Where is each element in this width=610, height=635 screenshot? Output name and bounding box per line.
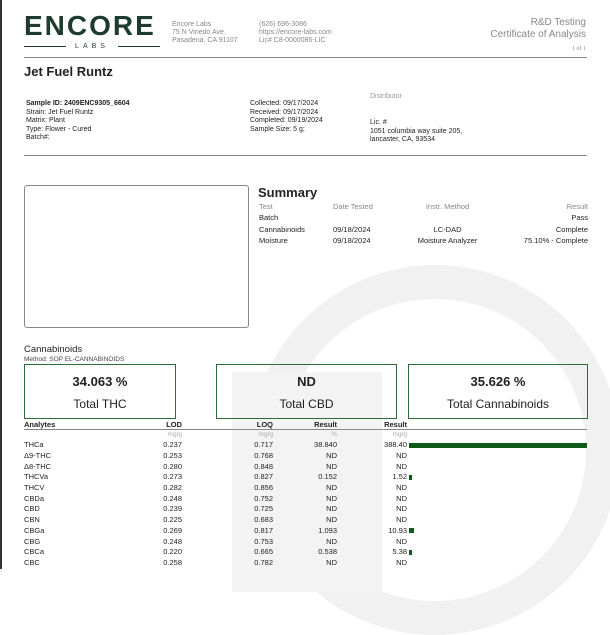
summary-title: Summary: [258, 185, 318, 200]
table-cell: ND: [396, 515, 407, 525]
table-cell: CBDa: [24, 493, 45, 503]
col-bar: [407, 419, 587, 430]
page-title: Jet Fuel Runtz: [24, 64, 113, 79]
table-cell: 0.225: [163, 515, 182, 525]
table-cell: CBG: [24, 536, 41, 546]
table-row: [24, 472, 587, 483]
summary-cell: Cannabinoids: [259, 224, 305, 234]
received: Received: 09/17/2024: [250, 108, 319, 116]
bar-cell: [407, 504, 587, 515]
summary-row: [259, 225, 588, 237]
table-cell: ND: [326, 451, 337, 461]
method: Method: SOP EL-CANNABINOIDS: [24, 356, 125, 363]
table-row: [24, 547, 587, 558]
table-row: [24, 440, 587, 451]
sample-info: [26, 100, 130, 143]
table-cell: Δ9-THC: [24, 451, 52, 461]
table-cell: 0.248: [163, 536, 182, 546]
table-cell: ND: [326, 461, 337, 471]
section-title: Cannabinoids: [24, 344, 83, 355]
bar-cell: [407, 440, 587, 451]
table-header: [24, 419, 587, 430]
bar-cell: [407, 536, 587, 547]
table-cell: ND: [326, 515, 337, 525]
table-cell: 0.725: [254, 504, 273, 514]
total-value: ND: [297, 374, 316, 389]
logo: ENCORE: [24, 10, 156, 41]
table-row: [24, 451, 587, 462]
unit: mg/g: [392, 431, 407, 438]
summary-cell: Moisture: [259, 236, 288, 246]
summary-cell: 75.10% - Complete: [523, 236, 588, 246]
distributor-label: Distributor: [370, 93, 402, 100]
table-cell: ND: [326, 536, 337, 546]
col-loq: LOQ: [182, 419, 273, 430]
table-row: [24, 504, 587, 515]
divider: [24, 155, 587, 156]
bar-cell: [407, 451, 587, 462]
unit: mg/g: [167, 431, 182, 438]
summary-cell: Pass: [571, 213, 588, 223]
strain: Strain: Jet Fuel Runtz: [26, 108, 94, 116]
table-cell: ND: [396, 536, 407, 546]
table-cell: 388.40: [384, 440, 407, 450]
total-value: 34.063 %: [72, 374, 128, 389]
table-cell: ND: [396, 493, 407, 503]
units-row: [24, 430, 587, 441]
table-cell: THCVa: [24, 472, 49, 482]
bar-cell: [407, 558, 587, 569]
unit: [24, 430, 94, 441]
cannabinoids-table: [24, 419, 587, 568]
col-test: Test: [259, 202, 273, 212]
address-line: Pasadena, CA 91107: [172, 37, 238, 44]
sample-id: Sample ID: 2409ENC9305_6604: [26, 100, 130, 107]
doc-type: R&D Testing: [530, 17, 586, 28]
table-row: [24, 558, 587, 569]
table-cell: 10.93: [388, 525, 407, 535]
phone: (626) 696-3086: [259, 21, 307, 28]
summary-cell: Moisture Analyzer: [417, 236, 478, 246]
table-row: [24, 483, 587, 494]
summary-cell: Complete: [555, 224, 588, 234]
table-cell: 1.093: [318, 525, 337, 535]
summary-cell: [403, 213, 492, 225]
table-cell: ND: [326, 493, 337, 503]
table-cell: 0.848: [254, 461, 273, 471]
table-row: [24, 461, 587, 472]
type: Type: Flower - Cured: [26, 125, 92, 133]
result-bar: [409, 443, 587, 448]
table-cell: CBCa: [24, 547, 45, 557]
table-cell: 38.840: [314, 440, 337, 450]
result-bar: [409, 550, 412, 555]
table-cell: 0.282: [163, 483, 182, 493]
col-date: Date Tested: [333, 202, 373, 212]
sample-size: Sample Size: 5 g;: [250, 125, 305, 133]
page-edge: [0, 0, 2, 569]
table-cell: ND: [326, 483, 337, 493]
sample-image: [24, 185, 249, 328]
table-cell: 0.753: [254, 536, 273, 546]
unit: mg/g: [258, 431, 273, 438]
table-row: [24, 536, 587, 547]
table-cell: 0.538: [318, 547, 337, 557]
summary-cell: 09/18/2024: [333, 224, 371, 234]
summary-row: [259, 236, 588, 248]
divider: [24, 57, 587, 58]
col-lod: LOD: [94, 419, 182, 430]
total-cannabinoids-card: [408, 364, 588, 419]
table-cell: 1.52: [392, 472, 407, 482]
result-bar: [409, 475, 412, 480]
table-cell: ND: [396, 451, 407, 461]
sample-dates: [250, 100, 323, 134]
bar-cell: [407, 515, 587, 526]
col-result-mg: Result: [337, 419, 407, 430]
bar-cell: [407, 461, 587, 472]
collected: Collected: 09/17/2024: [250, 100, 319, 107]
summary-table: [259, 202, 588, 248]
table-cell: 0.237: [163, 440, 182, 450]
table-cell: 0.269: [163, 525, 182, 535]
summary-cell: LC-DAD: [433, 224, 462, 234]
bar-cell: [407, 493, 587, 504]
table-cell: 5.38: [392, 547, 407, 557]
total-value: 35.626 %: [470, 374, 526, 389]
table-cell: ND: [326, 557, 337, 567]
summary-header: [259, 202, 588, 213]
unit: %: [331, 431, 337, 438]
table-cell: 0.152: [318, 472, 337, 482]
total-label: Total CBD: [279, 397, 334, 411]
distributor-address: lancaster, CA, 93534: [370, 136, 435, 144]
matrix: Matrix: Plant: [26, 117, 65, 125]
lab-contact: [259, 21, 332, 45]
summary-cell: 09/18/2024: [333, 236, 371, 246]
logo-sub: LABS: [24, 42, 160, 51]
table-row: [24, 515, 587, 526]
total-cbd-card: [216, 364, 397, 419]
table-cell: Δ8-THC: [24, 461, 52, 471]
total-label: Total THC: [73, 397, 127, 411]
table-cell: 0.220: [163, 547, 182, 557]
table-cell: 0.253: [163, 451, 182, 461]
table-cell: CBD: [24, 504, 40, 514]
table-cell: 0.683: [254, 515, 273, 525]
doc-subtitle: Certificate of Analysis: [490, 29, 586, 40]
table-row: [24, 493, 587, 504]
col-analyte: Analytes: [24, 419, 94, 430]
license: Lic# C8-0000086-LIC: [259, 37, 326, 44]
bar-cell: [407, 547, 587, 558]
page-number: 1 of 1: [572, 46, 586, 52]
table-cell: THCV: [24, 483, 45, 493]
table-cell: 0.258: [163, 557, 182, 567]
table-cell: ND: [396, 461, 407, 471]
col-result: Result: [566, 202, 588, 212]
table-cell: 0.752: [254, 493, 273, 503]
table-cell: 0.827: [254, 472, 273, 482]
table-cell: 0.782: [254, 557, 273, 567]
completed: Completed: 09/19/2024: [250, 117, 323, 125]
summary-row: [259, 213, 588, 225]
table-cell: 0.856: [254, 483, 273, 493]
lab-address: [172, 21, 238, 45]
table-cell: 0.665: [254, 547, 273, 557]
total-label: Total Cannabinoids: [446, 397, 550, 411]
website: https://encore-labs.com: [259, 29, 332, 36]
address-line: 75 N Vinedo Ave.: [172, 29, 226, 36]
bar-cell: [407, 483, 587, 494]
table-cell: CBN: [24, 515, 40, 525]
table-cell: 0.273: [163, 472, 182, 482]
table-cell: 0.817: [254, 525, 273, 535]
batch: Batch#:: [26, 134, 50, 142]
distributor-address: 1051 columbia way suite 205,: [370, 127, 463, 135]
table-cell: 0.248: [163, 493, 182, 503]
col-result-pct: Result: [273, 419, 337, 430]
table-cell: 0.280: [163, 461, 182, 471]
table-cell: CBC: [24, 557, 40, 567]
table-cell: THCa: [24, 440, 44, 450]
table-cell: CBGa: [24, 525, 45, 535]
table-row: [24, 526, 587, 537]
bar-cell: [407, 472, 587, 483]
total-thc-card: [24, 364, 176, 419]
table-cell: 0.717: [254, 440, 273, 450]
table-cell: 0.768: [254, 451, 273, 461]
distributor-license: Lic. #: [370, 119, 387, 126]
col-method: Instr. Method: [425, 202, 470, 212]
result-bar: [409, 528, 414, 533]
table-cell: ND: [326, 504, 337, 514]
lab-name: Encore Labs: [172, 21, 212, 28]
bar-cell: [407, 526, 587, 537]
summary-cell: [333, 213, 403, 225]
distributor-info: [370, 119, 462, 145]
table-cell: 0.239: [163, 504, 182, 514]
table-cell: ND: [396, 483, 407, 493]
table-cell: ND: [396, 557, 407, 567]
summary-cell: Batch: [259, 213, 279, 223]
table-cell: ND: [396, 504, 407, 514]
